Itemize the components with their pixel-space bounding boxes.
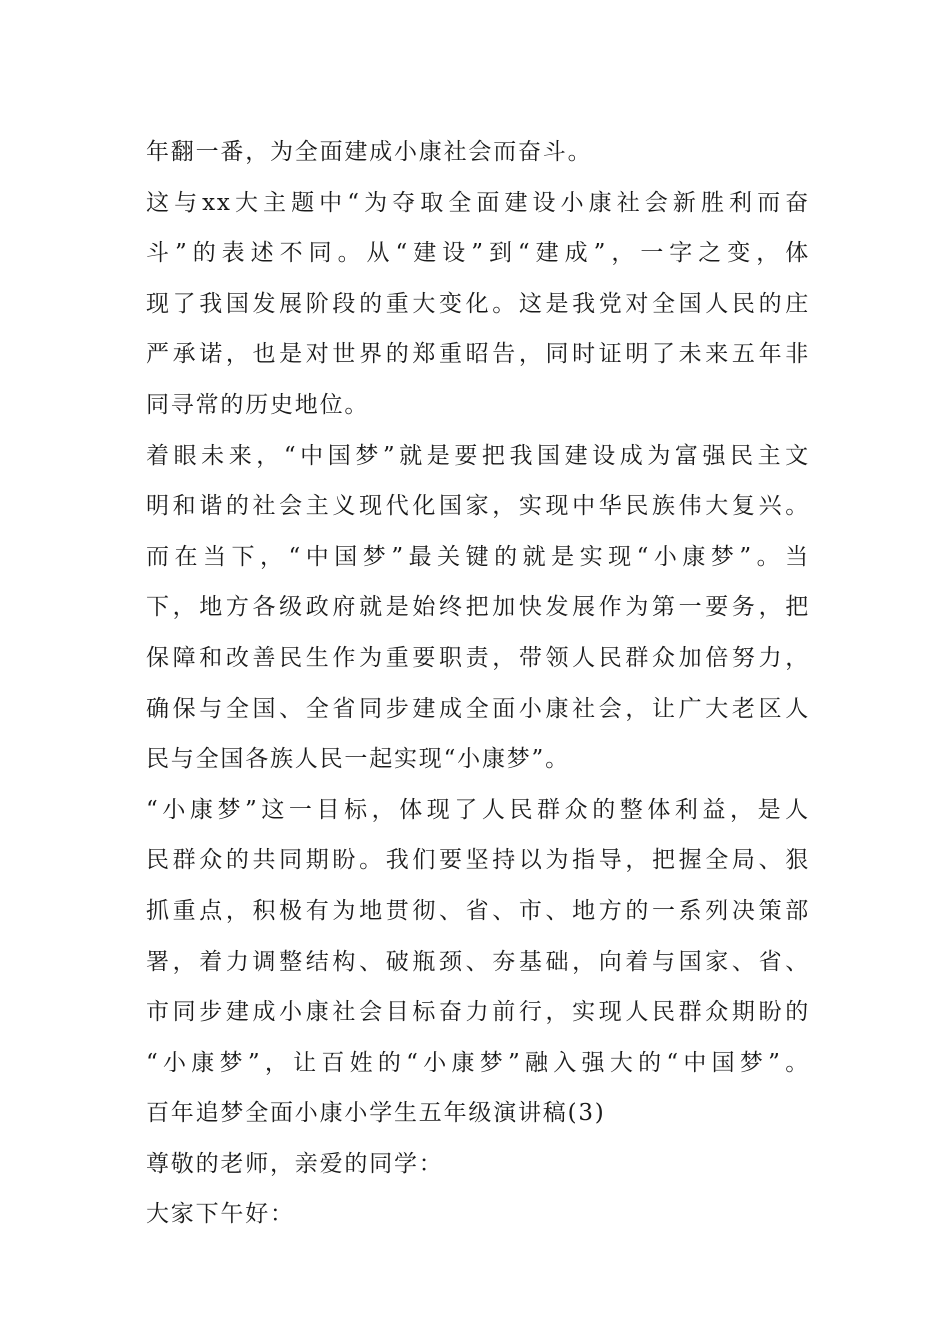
text-line: 民群众的共同期盼。我们要坚持以为指导，把握全局、狠	[146, 847, 810, 874]
text-line: 明和谐的社会主义现代化国家，实现中华民族伟大复兴。	[146, 493, 810, 520]
salutation-line: 尊敬的老师，亲爱的同学：	[146, 1150, 444, 1177]
text-line: 市同步建成小康社会目标奋力前行，实现人民群众期盼的	[146, 999, 810, 1026]
text-line: 同寻常的历史地位。	[146, 391, 370, 418]
text-line: 保障和改善民生作为重要职责，带领人民群众加倍努力，	[146, 644, 810, 671]
text-line: 年翻一番，为全面建成小康社会而奋斗。	[146, 139, 593, 165]
body-text	[146, 127, 810, 1240]
text-line: 下，地方各级政府就是始终把加快发展作为第一要务，把	[146, 594, 810, 621]
text-line: 着眼未来，“中国梦”就是要把我国建设成为富强民主文	[146, 442, 810, 469]
text-line: 抓重点，积极有为地贯彻、省、市、地方的一系列决策部	[146, 897, 810, 924]
greeting-line: 大家下午好：	[146, 1201, 295, 1228]
text-line: 斗”的表述不同。从“建设”到“建成”，一字之变，体	[146, 240, 810, 267]
text-line: 严承诺，也是对世界的郑重昭告，同时证明了未来五年非	[146, 341, 810, 368]
text-line: 而在当下，“中国梦”最关键的就是实现“小康梦”。当	[146, 543, 810, 570]
text-line: 民与全国各族人民一起实现“小康梦”。	[146, 746, 570, 773]
text-line: 这与xx大主题中“为夺取全面建设小康社会新胜利而奋	[146, 189, 810, 216]
text-line: 现了我国发展阶段的重大变化。这是我党对全国人民的庄	[146, 290, 810, 317]
text-line: “小康梦”，让百姓的“小康梦”融入强大的“中国梦”。	[146, 1049, 810, 1076]
section-title: 百年追梦全面小康小学生五年级演讲稿(3)	[146, 1100, 606, 1127]
text-line: 确保与全国、全省同步建成全面小康社会，让广大老区人	[146, 695, 810, 722]
text-line: 署，着力调整结构、破瓶颈、夯基础，向着与国家、省、	[146, 948, 810, 975]
text-line: “小康梦”这一目标，体现了人民群众的整体利益，是人	[146, 796, 810, 823]
